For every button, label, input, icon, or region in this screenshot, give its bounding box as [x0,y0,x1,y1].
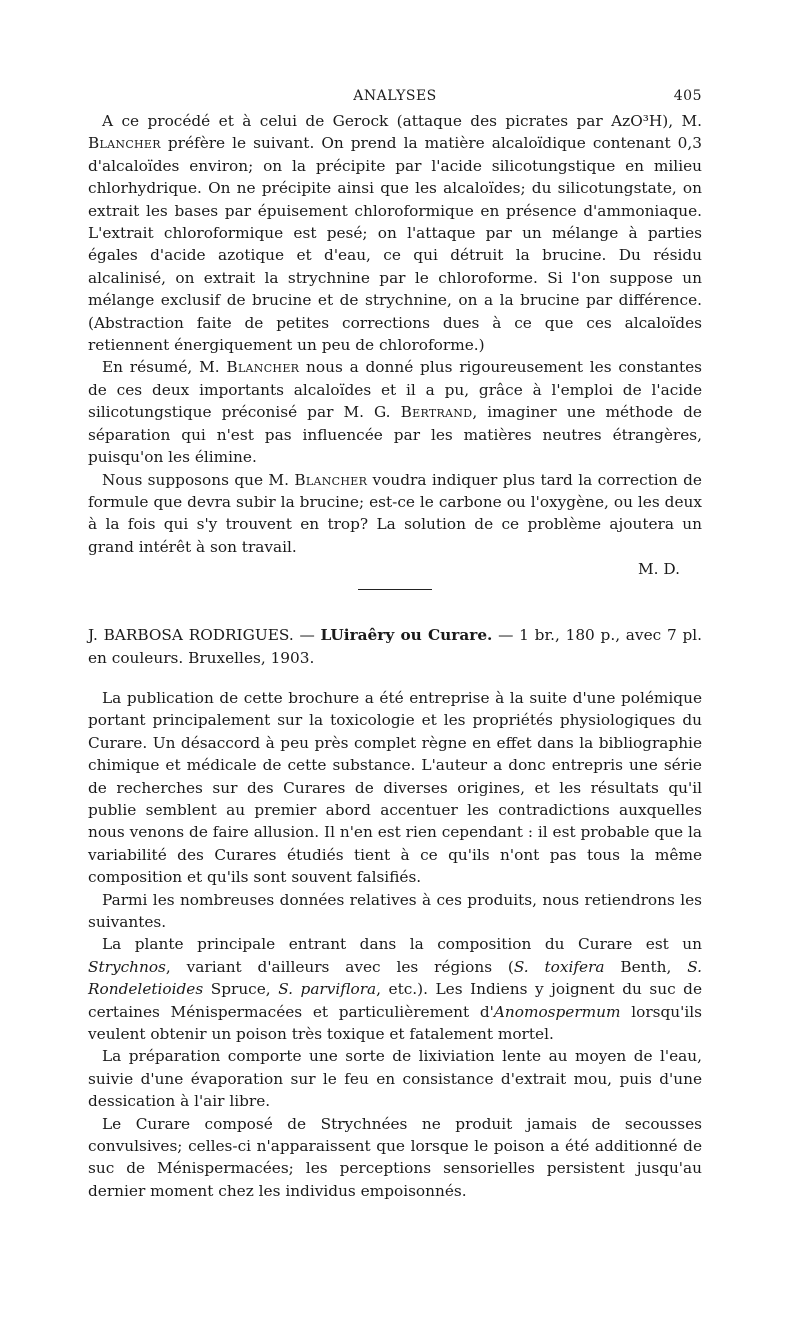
review1-paragraph-3 [88,469,702,559]
species-name: S. toxifera [513,957,605,976]
review2-paragraph-1: La publication de cette brochure a été entreprise à la suite d'une polémique portant principalement sur la toxicologie et les propriétés physiologiques du Curare. Un désaccord à peu près complet règne en effet dans la bibliographie chimique et médicale de cette substance. L'auteur a donc entrepris une série de recherches sur des Curares de diverses origines, et les résultats qu'il publie semblent au premier abord accentuer les contradictions auxquelles nous venons de faire allusion. Il n'en est rien cependant : il est probable que la variabilité des Curares étudiés tient à ce qu'ils n'ont pas tous la même composition et qu'ils sont souvent falsifiés. [88,688,702,887]
section-divider [358,589,432,590]
review2-paragraph-3 [88,933,702,1045]
author-name: Blancher [88,134,161,153]
book-author: J. BARBOSA RODRIGUES. [88,626,294,645]
review1-paragraph-2 [88,356,702,468]
person-name: Bertrand [400,403,473,422]
text-run: Spruce, [203,980,279,999]
review2-body [88,687,702,1202]
species-name: S. Rondeletioides [88,957,702,999]
header-title: ANALYSES [353,88,437,104]
text-run: — [293,626,321,645]
book-title: LUiraêry ou Curare. [320,626,493,645]
reviewer-signature: M. D. [638,560,680,579]
author-name: Blancher [226,358,300,377]
text-run: , imaginer une méthode de séparation qui n'est pas influencée par les matières neutres étrangères, puisqu'on les élimine. [88,403,702,467]
genus-name: Anomospermum [493,1002,621,1021]
running-header [88,82,702,110]
text-run: lorsqu'ils veulent obtenir un poison très toxique et fatalement mortel. [88,1002,702,1044]
page-number: 405 [673,88,702,104]
book-details: — 1 br., 180 p., avec 7 pl. en couleurs. Bruxelles, 1903. [88,626,702,667]
text-run: , variant d'ailleurs avec les régions ( [165,957,514,976]
species-name: Strychnos [88,957,166,976]
text-run: A ce procédé et à celui de Gerock (attaque des picrates par AzO³H), M. [102,112,702,130]
review2-paragraph-4: La préparation comporte une sorte de lixiviation lente au moyen de l'eau, suivie d'une évaporation sur le feu en consistance d'extrait mou, puis d'une dessication à l'air libre. [88,1047,702,1111]
species-name: S. parviflora [278,980,377,999]
text-run: Nous supposons que M. [102,470,295,489]
text-run: Benth, [604,957,688,976]
review2-paragraph-2: Parmi les nombreuses données relatives à ces produits, nous retiendrons les suivantes. [88,890,702,931]
review1-paragraph-1 [88,110,702,356]
text-run: En résumé, M. [102,358,227,377]
text-run: nous a donné plus rigoureusement les constantes de ces deux importants alcaloïdes et il a pu, grâce à l'emploi de l'acide silicotungstique préconisé par M. G. [88,358,702,422]
text-run: , etc.). Les Indiens y joignent du suc de certaines Ménispermacées et particulièrement d' [88,980,703,1021]
review2-paragraph-5: Le Curare composé de Strychnées ne produit jamais de secousses convulsives; celles-ci n'apparaissent que lorsque le poison a été additionné de suc de Ménispermacées; les perceptions sensorielles persistent jusqu'au dernier moment chez les individus empoisonnés. [88,1114,702,1200]
page [88,82,702,1202]
text-run: préfère le suivant. On prend la matière alcaloïdique contenant 0,3 d'alcaloïdes environ; on la précipite par l'acide silicotungstique en milieu chlorhydrique. On ne précipite ainsi que les alcaloïdes; du silicotungstate, on extrait les bases par épuisement chloroformique en présence d'ammoniaque. L'extrait chloroformique est pesé; on l'attaque par un mélange à parties égales d'acide azotique et d'eau, ce qui détruit la brucine. Du résidu alcalinisé, on extrait la strychnine par le chloroforme. Si l'on suppose un mélange exclusif de brucine et de strychnine, on a la brucine par différence. (Abstraction faite de petites corrections dues à ce que ces alcaloïdes retiennent énergiquement un peu de chloroforme.) [88,134,702,355]
text-run: voudra indiquer plus tard la correction de formule que devra subir la brucine; est-ce le carbone ou l'oxygène, ou les deux à la fois qui s'y trouvent en trop? La solution de ce problème ajoutera un grand intérêt à son travail. [88,470,702,556]
book-reference [88,624,702,669]
author-name: Blancher [294,470,368,489]
text-run: La plante principale entrant dans la composition du Curare est un [102,935,702,954]
